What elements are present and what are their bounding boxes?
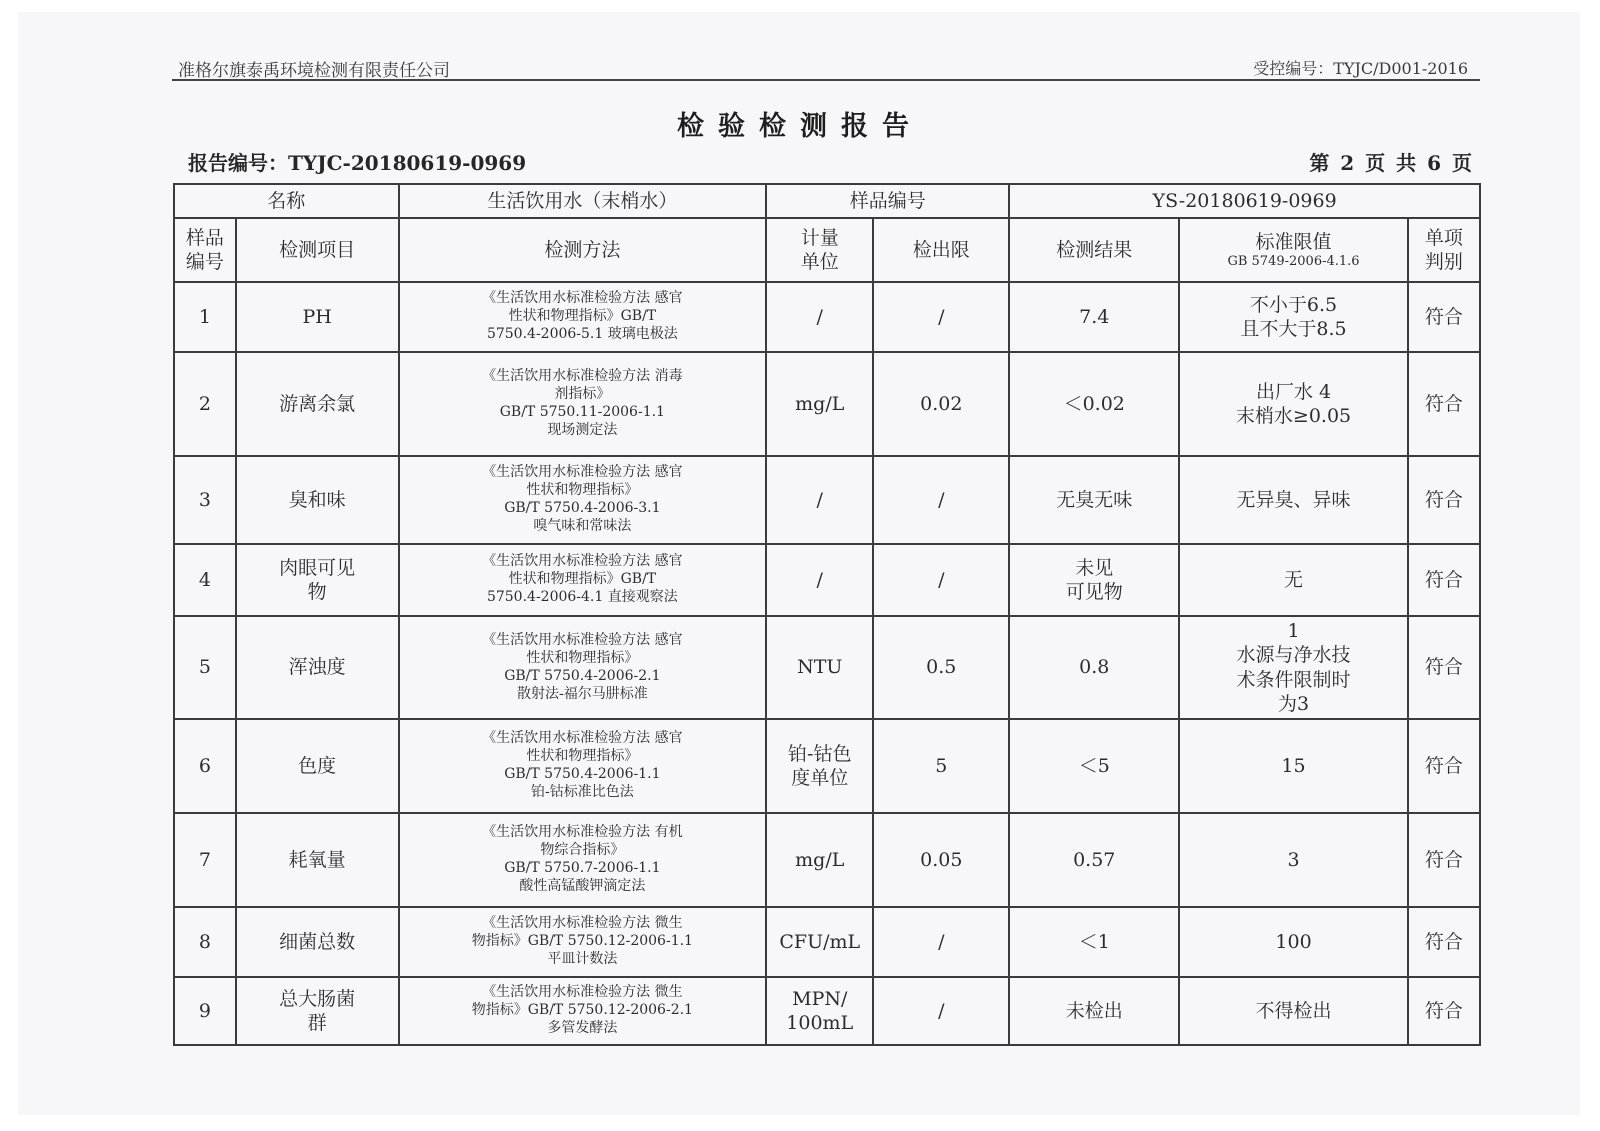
unit-cell	[766, 544, 873, 616]
method-line: 物指标》GB/T 5750.12-2006-2.1	[471, 1002, 693, 1019]
table-row	[174, 719, 1480, 813]
sample-no-cell: 2	[174, 352, 236, 456]
method-line: 性状和物理指标》	[526, 649, 639, 666]
item-cell	[236, 977, 399, 1045]
standard-line: 100	[1275, 931, 1312, 954]
table-row	[174, 352, 1480, 456]
standard-line: 无异臭、异味	[1236, 488, 1351, 511]
method-line: 多管发酵法	[547, 1020, 618, 1037]
unit-cell	[766, 616, 873, 719]
standard-cell	[1179, 456, 1408, 544]
method-cell	[399, 719, 767, 813]
method-line: 性状和物理指标》	[526, 482, 639, 499]
unit-line: NTU	[797, 656, 843, 679]
standard-line: 术条件限制时	[1236, 668, 1351, 691]
standard-cell	[1179, 352, 1408, 456]
judgment-cell: 符合	[1408, 352, 1480, 456]
table-row	[174, 456, 1480, 544]
limit-cell: /	[873, 456, 1009, 544]
sample-no-cell: 9	[174, 977, 236, 1045]
standard-line: 不小于6.5	[1249, 293, 1338, 316]
method-cell	[399, 544, 767, 616]
sample-no-cell: 7	[174, 813, 236, 907]
limit-cell: /	[873, 544, 1009, 616]
table-row	[174, 813, 1480, 907]
item-line: 物	[307, 581, 327, 603]
standard-line: 末梢水≥0.05	[1235, 405, 1352, 427]
standard-cell	[1179, 719, 1408, 813]
sample-no-cell: 6	[174, 719, 236, 813]
unit-cell	[766, 977, 873, 1045]
standard-cell	[1179, 282, 1408, 352]
unit-line: mg/L	[795, 392, 845, 415]
unit-cell	[766, 456, 873, 544]
standard-line: 为3	[1277, 692, 1310, 715]
result-line: ＜5	[1078, 755, 1110, 778]
unit-cell	[766, 719, 873, 813]
method-cell	[399, 907, 767, 977]
standard-line: 不得检出	[1255, 1000, 1332, 1023]
name-label: 名称	[174, 184, 399, 218]
sample-label: 样品编号	[766, 184, 1009, 218]
method-line: 5750.4-2006-4.1 直接观察法	[486, 588, 678, 605]
result-cell	[1009, 544, 1179, 616]
item-line: 游离余氯	[279, 392, 356, 415]
method-line: 《生活饮用水标准检验方法 感官	[482, 553, 683, 570]
item-cell	[236, 616, 399, 719]
sample-no-cell: 8	[174, 907, 236, 977]
method-line: 《生活饮用水标准检验方法 消毒	[482, 368, 683, 385]
item-line: 群	[307, 1012, 327, 1035]
table-row	[174, 977, 1480, 1045]
unit-cell	[766, 907, 873, 977]
item-cell	[236, 456, 399, 544]
limit-cell: /	[873, 282, 1009, 352]
standard-line: 1	[1287, 620, 1300, 642]
standard-cell	[1179, 616, 1408, 719]
item-line: PH	[302, 305, 332, 328]
method-line: 《生活饮用水标准检验方法 微生	[482, 984, 683, 1001]
item-line: 臭和味	[288, 488, 346, 511]
judgment-cell: 符合	[1408, 907, 1480, 977]
limit-cell: /	[873, 977, 1009, 1045]
method-line: GB/T 5750.7-2006-1.1	[504, 860, 661, 877]
method-line: 现场测定法	[547, 421, 618, 438]
judgment-cell: 符合	[1408, 616, 1480, 719]
method-line: 平皿计数法	[547, 951, 618, 968]
result-line: 可见物	[1065, 581, 1123, 603]
method-line: 铂-钴标准比色法	[530, 784, 634, 801]
standard-cell	[1179, 544, 1408, 616]
result-cell	[1009, 282, 1179, 352]
unit-cell	[766, 352, 873, 456]
judgment-cell: 符合	[1408, 544, 1480, 616]
method-line: 《生活饮用水标准检验方法 感官	[482, 631, 683, 648]
method-line: 《生活饮用水标准检验方法 感官	[482, 290, 683, 307]
result-cell	[1009, 907, 1179, 977]
method-line: GB/T 5750.4-2006-2.1	[504, 667, 661, 684]
method-line: 散射法-福尔马肼标准	[516, 685, 648, 702]
result-cell	[1009, 719, 1179, 813]
col-result: 检测结果	[1009, 218, 1179, 282]
result-cell	[1009, 352, 1179, 456]
standard-cell	[1179, 977, 1408, 1045]
method-line: 《生活饮用水标准检验方法 感官	[482, 464, 683, 481]
method-cell	[399, 282, 767, 352]
method-line: 《生活饮用水标准检验方法 有机	[482, 824, 683, 841]
sample-no-cell: 1	[174, 282, 236, 352]
result-cell	[1009, 616, 1179, 719]
judgment-cell: 符合	[1408, 282, 1480, 352]
method-line: GB/T 5750.4-2006-1.1	[504, 766, 661, 783]
item-line: 细菌总数	[279, 931, 356, 954]
col-judgment: 单项 判别	[1408, 218, 1480, 282]
unit-line: /	[816, 305, 823, 328]
standard-line: 3	[1287, 849, 1300, 872]
unit-cell	[766, 813, 873, 907]
page-info: 第 2 页 共 6 页	[1309, 151, 1474, 175]
item-cell	[236, 907, 399, 977]
col-method: 检测方法	[399, 218, 767, 282]
limit-cell: 0.5	[873, 616, 1009, 719]
unit-line: /	[816, 488, 823, 511]
item-cell	[236, 544, 399, 616]
unit-line: /	[816, 568, 823, 591]
col-unit: 计量 单位	[766, 218, 873, 282]
method-cell	[399, 813, 767, 907]
header-rule	[172, 79, 1480, 81]
method-cell	[399, 616, 767, 719]
col-sample-no: 样品 编号	[174, 218, 236, 282]
item-cell	[236, 719, 399, 813]
method-line: 嗅气味和常味法	[533, 517, 632, 534]
judgment-cell: 符合	[1408, 719, 1480, 813]
item-line: 总大肠菌	[279, 987, 356, 1010]
method-line: 酸性高锰酸钾滴定法	[519, 878, 646, 895]
method-line: 剂指标》	[554, 386, 611, 403]
result-line: 0.8	[1079, 656, 1110, 679]
judgment-cell: 符合	[1408, 813, 1480, 907]
sample-no-cell: 4	[174, 544, 236, 616]
method-cell	[399, 977, 767, 1045]
result-line: 未见	[1075, 556, 1114, 579]
method-line: 性状和物理指标》	[526, 748, 639, 765]
sample-no-cell: 5	[174, 616, 236, 719]
method-line: 物指标》GB/T 5750.12-2006-1.1	[471, 933, 693, 950]
result-line: 未检出	[1065, 1000, 1123, 1023]
unit-line: 度单位	[791, 767, 849, 790]
name-value: 生活饮用水（末梢水）	[399, 184, 767, 218]
method-cell	[399, 456, 767, 544]
method-line: 性状和物理指标》GB/T	[508, 571, 657, 588]
control-number: 受控编号：TYJC/D001-2016	[1253, 59, 1468, 78]
limit-cell: /	[873, 907, 1009, 977]
table-row	[174, 616, 1480, 719]
method-cell	[399, 352, 767, 456]
result-line: 7.4	[1079, 305, 1110, 328]
limit-cell: 5	[873, 719, 1009, 813]
unit-line: 100mL	[786, 1012, 854, 1035]
table-row	[174, 907, 1480, 977]
report-number: 报告编号：TYJC-20180619-0969	[188, 151, 527, 175]
unit-cell	[766, 282, 873, 352]
col-item: 检测项目	[236, 218, 399, 282]
test-results-table	[173, 183, 1481, 1046]
result-cell	[1009, 813, 1179, 907]
result-cell	[1009, 977, 1179, 1045]
sample-no-cell: 3	[174, 456, 236, 544]
col-limit: 检出限	[873, 218, 1009, 282]
standard-line: 无	[1284, 568, 1304, 591]
method-line: GB/T 5750.4-2006-3.1	[504, 500, 661, 516]
standard-line: 出厂水 4	[1255, 380, 1332, 403]
item-line: 耗氧量	[288, 849, 346, 872]
item-line: 肉眼可见	[279, 556, 356, 579]
judgment-cell: 符合	[1408, 456, 1480, 544]
unit-line: mg/L	[795, 849, 845, 872]
document-title: 检验检测报告	[677, 111, 923, 142]
unit-line: CFU/mL	[779, 931, 861, 954]
judgment-cell: 符合	[1408, 977, 1480, 1045]
standard-line: 且不大于8.5	[1240, 318, 1347, 340]
result-line: 0.57	[1073, 849, 1116, 872]
col-standard: 标准限值 GB 5749-2006-4.1.6	[1179, 218, 1408, 282]
result-line: 无臭无味	[1056, 488, 1133, 511]
item-line: 浑浊度	[288, 656, 346, 679]
result-line: ＜1	[1078, 931, 1110, 954]
limit-cell: 0.05	[873, 813, 1009, 907]
method-line: GB/T 5750.11-2006-1.1	[499, 404, 665, 420]
method-line: 性状和物理指标》GB/T	[508, 308, 657, 325]
method-line: 物综合指标》	[540, 842, 625, 859]
item-cell	[236, 813, 399, 907]
table-top-row	[174, 184, 1480, 218]
limit-cell: 0.02	[873, 352, 1009, 456]
result-line: ＜0.02	[1063, 392, 1125, 415]
item-cell	[236, 282, 399, 352]
company-name: 准格尔旗泰禹环境检测有限责任公司	[178, 61, 450, 81]
item-cell	[236, 352, 399, 456]
item-line: 色度	[298, 755, 337, 778]
standard-cell	[1179, 813, 1408, 907]
column-header-row	[174, 218, 1480, 282]
table-row	[174, 544, 1480, 616]
method-line: 《生活饮用水标准检验方法 微生	[482, 915, 683, 932]
standard-line: 15	[1281, 755, 1306, 778]
result-cell	[1009, 456, 1179, 544]
unit-line: MPN/	[792, 987, 848, 1010]
table-row	[174, 282, 1480, 352]
standard-line: 水源与净水技	[1236, 644, 1351, 667]
unit-line: 铂-钴色	[788, 742, 852, 765]
sample-value: YS-20180619-0969	[1009, 184, 1480, 218]
standard-cell	[1179, 907, 1408, 977]
method-line: 《生活饮用水标准检验方法 感官	[482, 730, 683, 747]
method-line: 5750.4-2006-5.1 玻璃电极法	[486, 325, 678, 342]
